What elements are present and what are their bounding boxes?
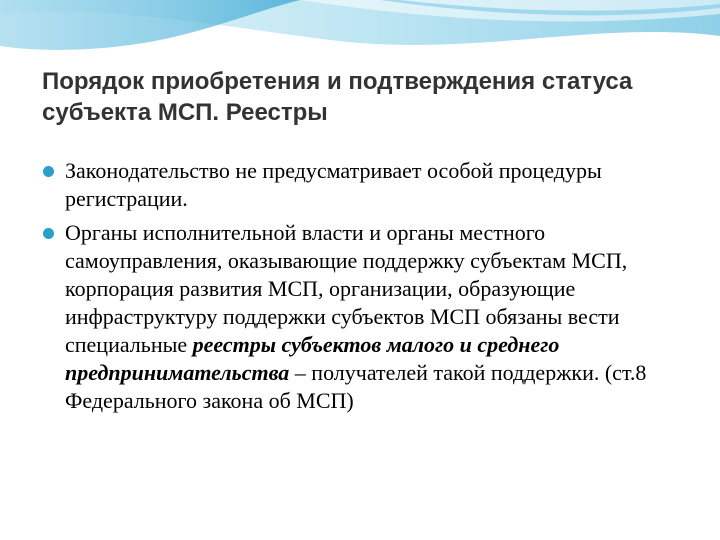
- bullet-dot-icon: [43, 228, 54, 239]
- bullet-list: [40, 157, 700, 421]
- bullet-dot-icon: [43, 166, 54, 177]
- bullet-item-1: [40, 157, 700, 213]
- bullet-emphasis: реестры субъектов малого и среднего предпринимательства: [65, 332, 560, 385]
- bullet-item-2: [40, 219, 700, 415]
- bullet-text-before: Органы исполнительной власти и органы местного самоуправления, оказывающие поддержку субъектам МСП, корпорация развития МСП, организации, образующие инфраструктуру поддержки субъектов МСП обязаны вести специальные: [65, 220, 628, 357]
- bullet-text: Законодательство не предусматривает особой процедуры регистрации.: [65, 158, 602, 211]
- slide-title: Порядок приобретения и подтверждения статуса субъекта МСП. Реестры: [42, 68, 633, 126]
- bullet-text-after: – получателей такой поддержки. (ст.8 Федерального закона об МСП): [65, 360, 647, 413]
